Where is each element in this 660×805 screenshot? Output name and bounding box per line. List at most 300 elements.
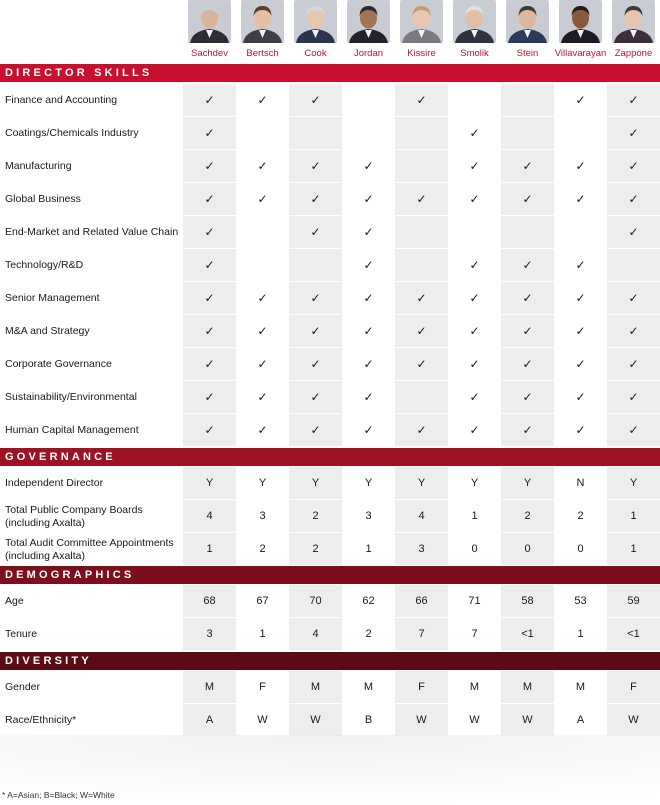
row-label: Age bbox=[5, 595, 24, 607]
table-cell bbox=[236, 183, 289, 215]
check-icon: ✓ bbox=[310, 390, 321, 404]
check-icon: ✓ bbox=[257, 390, 268, 404]
table-cell bbox=[448, 183, 501, 215]
table-cell bbox=[501, 315, 554, 347]
director-name: Zappone bbox=[614, 48, 653, 59]
table-cell bbox=[342, 500, 395, 532]
table-cell bbox=[289, 183, 342, 215]
director-kissire bbox=[395, 0, 448, 64]
check-icon: ✓ bbox=[522, 291, 533, 305]
table-cell bbox=[342, 467, 395, 499]
table-cell bbox=[289, 84, 342, 116]
cell-value: 2 bbox=[524, 510, 531, 522]
table-cell bbox=[289, 618, 342, 650]
cell-value: B bbox=[364, 714, 373, 726]
check-icon: ✓ bbox=[469, 291, 480, 305]
check-icon: ✓ bbox=[310, 423, 321, 437]
row-label: Gender bbox=[5, 681, 41, 693]
table-cell bbox=[554, 704, 607, 736]
table-cell bbox=[342, 618, 395, 650]
table-cell bbox=[448, 414, 501, 446]
row-label: Human Capital Management bbox=[5, 424, 139, 436]
check-icon: ✓ bbox=[522, 192, 533, 206]
director-photo bbox=[347, 0, 390, 43]
check-icon: ✓ bbox=[628, 390, 639, 404]
table-cell bbox=[395, 216, 448, 248]
table-cell bbox=[607, 381, 660, 413]
cell-value: 4 bbox=[418, 510, 425, 522]
check-icon: ✓ bbox=[416, 93, 427, 107]
row-label: Total Public Company Boards (including Axalta) bbox=[5, 504, 143, 529]
table-row bbox=[0, 533, 660, 566]
cell-value: 3 bbox=[206, 628, 213, 640]
cell-value: W bbox=[257, 714, 268, 726]
check-icon: ✓ bbox=[628, 159, 639, 173]
table-cell bbox=[289, 671, 342, 703]
table-cell bbox=[501, 704, 554, 736]
table-cell bbox=[448, 533, 501, 565]
table-cell bbox=[289, 117, 342, 149]
director-photo bbox=[506, 0, 549, 43]
table-cell bbox=[607, 618, 660, 650]
table-cell bbox=[501, 533, 554, 565]
table-cell bbox=[289, 467, 342, 499]
table-cell bbox=[448, 216, 501, 248]
table-cell bbox=[448, 348, 501, 380]
director-zappone bbox=[607, 0, 660, 64]
check-icon: ✓ bbox=[363, 192, 374, 206]
cell-value: 7 bbox=[471, 628, 478, 640]
table-cell bbox=[236, 315, 289, 347]
cell-value: Y bbox=[258, 477, 267, 489]
table-cell bbox=[501, 117, 554, 149]
check-icon: ✓ bbox=[416, 423, 427, 437]
table-cell bbox=[342, 348, 395, 380]
table-cell bbox=[289, 315, 342, 347]
table-cell bbox=[236, 533, 289, 565]
table-cell bbox=[554, 249, 607, 281]
cell-value: 71 bbox=[468, 595, 481, 607]
cell-value: 1 bbox=[206, 543, 213, 555]
table-cell bbox=[342, 249, 395, 281]
table-cell bbox=[342, 117, 395, 149]
cell-value: 62 bbox=[362, 595, 375, 607]
check-icon: ✓ bbox=[257, 93, 268, 107]
table-cell bbox=[554, 671, 607, 703]
check-icon: ✓ bbox=[575, 192, 586, 206]
row-label: Race/Ethnicity* bbox=[5, 714, 77, 726]
table-cell bbox=[395, 467, 448, 499]
table-cell bbox=[501, 414, 554, 446]
director-name: Kissire bbox=[407, 48, 436, 59]
table-cell bbox=[607, 249, 660, 281]
check-icon: ✓ bbox=[628, 291, 639, 305]
director-stein bbox=[501, 0, 554, 64]
footnote: * A=Asian; B=Black; W=White bbox=[2, 790, 115, 800]
table-cell bbox=[236, 348, 289, 380]
table-cell bbox=[183, 117, 236, 149]
cell-value: Y bbox=[629, 477, 638, 489]
table-cell bbox=[501, 671, 554, 703]
table-cell bbox=[607, 183, 660, 215]
check-icon: ✓ bbox=[628, 324, 639, 338]
table-cell bbox=[289, 282, 342, 314]
table-cell bbox=[183, 618, 236, 650]
check-icon: ✓ bbox=[204, 192, 215, 206]
check-icon: ✓ bbox=[469, 390, 480, 404]
cell-value: 58 bbox=[521, 595, 534, 607]
table-row bbox=[0, 315, 660, 348]
cell-value: 1 bbox=[259, 628, 266, 640]
table-cell bbox=[501, 216, 554, 248]
section-header-director-skills: DIRECTOR SKILLS bbox=[0, 64, 660, 82]
check-icon: ✓ bbox=[469, 423, 480, 437]
cell-value: M bbox=[363, 681, 374, 693]
cell-value: Y bbox=[364, 477, 373, 489]
check-icon: ✓ bbox=[416, 192, 427, 206]
check-icon: ✓ bbox=[310, 192, 321, 206]
table-cell bbox=[342, 585, 395, 617]
table-cell bbox=[554, 533, 607, 565]
check-icon: ✓ bbox=[204, 225, 215, 239]
table-cell bbox=[289, 216, 342, 248]
director-name: Stein bbox=[516, 48, 539, 59]
table-row bbox=[0, 671, 660, 704]
section-header-demographics: DEMOGRAPHICS bbox=[0, 566, 660, 584]
check-icon: ✓ bbox=[204, 159, 215, 173]
cell-value: 53 bbox=[574, 595, 587, 607]
check-icon: ✓ bbox=[204, 291, 215, 305]
check-icon: ✓ bbox=[522, 159, 533, 173]
cell-value: 0 bbox=[577, 543, 584, 555]
check-icon: ✓ bbox=[310, 291, 321, 305]
table-cell bbox=[554, 282, 607, 314]
table-cell bbox=[342, 282, 395, 314]
row-label: Senior Management bbox=[5, 292, 100, 304]
row-label: Manufacturing bbox=[5, 160, 72, 172]
check-icon: ✓ bbox=[628, 93, 639, 107]
check-icon: ✓ bbox=[204, 357, 215, 371]
table-cell bbox=[607, 84, 660, 116]
table-row bbox=[0, 618, 660, 651]
table-cell bbox=[183, 467, 236, 499]
table-cell bbox=[183, 533, 236, 565]
check-icon: ✓ bbox=[416, 357, 427, 371]
table-cell bbox=[183, 585, 236, 617]
table-cell bbox=[501, 249, 554, 281]
check-icon: ✓ bbox=[310, 357, 321, 371]
cell-value: M bbox=[469, 681, 480, 693]
table-cell bbox=[448, 150, 501, 182]
table-cell bbox=[183, 704, 236, 736]
cell-value: 67 bbox=[256, 595, 269, 607]
check-icon: ✓ bbox=[469, 357, 480, 371]
cell-value: 7 bbox=[418, 628, 425, 640]
table-cell bbox=[236, 585, 289, 617]
check-icon: ✓ bbox=[575, 93, 586, 107]
check-icon: ✓ bbox=[628, 225, 639, 239]
table-cell bbox=[448, 500, 501, 532]
table-cell bbox=[448, 315, 501, 347]
check-icon: ✓ bbox=[363, 225, 374, 239]
cell-value: N bbox=[576, 477, 585, 489]
table-cell bbox=[289, 414, 342, 446]
row-label: End-Market and Related Value Chain bbox=[5, 226, 179, 238]
row-label: Tenure bbox=[5, 628, 38, 640]
table-cell bbox=[607, 533, 660, 565]
cell-value: M bbox=[204, 681, 215, 693]
director-name: Villavarayan bbox=[554, 48, 607, 59]
director-sachdev bbox=[183, 0, 236, 64]
row-label: Independent Director bbox=[5, 477, 104, 489]
table-cell bbox=[607, 282, 660, 314]
cell-value: 1 bbox=[365, 543, 372, 555]
table-cell bbox=[289, 348, 342, 380]
cell-value: 0 bbox=[524, 543, 531, 555]
table-cell bbox=[395, 117, 448, 149]
table-cell bbox=[395, 500, 448, 532]
table-row bbox=[0, 150, 660, 183]
cell-value: 1 bbox=[630, 510, 637, 522]
table-cell bbox=[183, 414, 236, 446]
table-cell bbox=[395, 249, 448, 281]
table-cell bbox=[289, 704, 342, 736]
table-cell bbox=[236, 618, 289, 650]
cell-value: A bbox=[576, 714, 585, 726]
table-cell bbox=[554, 315, 607, 347]
table-cell bbox=[183, 216, 236, 248]
cell-value: W bbox=[469, 714, 480, 726]
cell-value: M bbox=[310, 681, 321, 693]
table-cell bbox=[554, 618, 607, 650]
table-row bbox=[0, 704, 660, 737]
director-photo bbox=[400, 0, 443, 43]
table-cell bbox=[342, 414, 395, 446]
table-cell bbox=[236, 500, 289, 532]
row-label: Total Audit Committee Appointments (including Axalta) bbox=[5, 537, 174, 562]
table-cell bbox=[501, 618, 554, 650]
table-cell bbox=[607, 500, 660, 532]
table-cell bbox=[448, 117, 501, 149]
director-name: Bertsch bbox=[246, 48, 279, 59]
table-cell bbox=[289, 150, 342, 182]
cell-value: 2 bbox=[259, 543, 266, 555]
table-cell bbox=[236, 216, 289, 248]
table-cell bbox=[448, 84, 501, 116]
check-icon: ✓ bbox=[257, 357, 268, 371]
table-cell bbox=[342, 150, 395, 182]
director-villavarayan bbox=[554, 0, 607, 64]
table-cell bbox=[607, 467, 660, 499]
check-icon: ✓ bbox=[363, 357, 374, 371]
cell-value: 1 bbox=[630, 543, 637, 555]
table-cell bbox=[183, 150, 236, 182]
row-label: Corporate Governance bbox=[5, 358, 112, 370]
table-cell bbox=[448, 618, 501, 650]
director-photo bbox=[559, 0, 602, 43]
cell-value: 1 bbox=[471, 510, 478, 522]
table-row bbox=[0, 282, 660, 315]
table-row bbox=[0, 414, 660, 447]
table-cell bbox=[183, 282, 236, 314]
table-row bbox=[0, 500, 660, 533]
table-row bbox=[0, 84, 660, 117]
table-cell bbox=[236, 381, 289, 413]
table-cell bbox=[395, 533, 448, 565]
cell-value: W bbox=[628, 714, 639, 726]
table-cell bbox=[554, 150, 607, 182]
table-cell bbox=[395, 150, 448, 182]
table-cell bbox=[448, 249, 501, 281]
table-cell bbox=[342, 533, 395, 565]
cell-value: Y bbox=[470, 477, 479, 489]
table-cell bbox=[501, 585, 554, 617]
table-cell bbox=[236, 249, 289, 281]
table-cell bbox=[607, 216, 660, 248]
table-cell bbox=[342, 183, 395, 215]
cell-value: 3 bbox=[418, 543, 425, 555]
check-icon: ✓ bbox=[310, 159, 321, 173]
cell-value: 4 bbox=[206, 510, 213, 522]
table-cell bbox=[501, 500, 554, 532]
table-cell bbox=[607, 414, 660, 446]
table-cell bbox=[342, 704, 395, 736]
cell-value: 0 bbox=[471, 543, 478, 555]
cell-value: F bbox=[259, 681, 266, 693]
table-cell bbox=[554, 348, 607, 380]
table-row bbox=[0, 381, 660, 414]
row-label: Sustainability/Environmental bbox=[5, 391, 137, 403]
check-icon: ✓ bbox=[310, 324, 321, 338]
check-icon: ✓ bbox=[575, 357, 586, 371]
check-icon: ✓ bbox=[575, 291, 586, 305]
table-cell bbox=[607, 150, 660, 182]
director-name: Smolik bbox=[460, 48, 489, 59]
table-cell bbox=[448, 671, 501, 703]
cell-value: 1 bbox=[577, 628, 584, 640]
check-icon: ✓ bbox=[575, 390, 586, 404]
table-cell bbox=[236, 117, 289, 149]
table-cell bbox=[236, 282, 289, 314]
table-cell bbox=[501, 381, 554, 413]
table-cell bbox=[607, 348, 660, 380]
table-cell bbox=[607, 671, 660, 703]
cell-value: 4 bbox=[312, 628, 319, 640]
cell-value: Y bbox=[311, 477, 320, 489]
cell-value: <1 bbox=[627, 628, 640, 640]
table-cell bbox=[289, 500, 342, 532]
table-cell bbox=[342, 216, 395, 248]
check-icon: ✓ bbox=[363, 159, 374, 173]
cell-value: 3 bbox=[365, 510, 372, 522]
check-icon: ✓ bbox=[575, 423, 586, 437]
check-icon: ✓ bbox=[363, 291, 374, 305]
director-name: Cook bbox=[304, 48, 327, 59]
director-photo-row bbox=[0, 0, 660, 64]
check-icon: ✓ bbox=[575, 159, 586, 173]
table-cell bbox=[236, 467, 289, 499]
director-smolik bbox=[448, 0, 501, 64]
cell-value: F bbox=[418, 681, 425, 693]
table-cell bbox=[342, 381, 395, 413]
cell-value: Y bbox=[205, 477, 214, 489]
director-bertsch bbox=[236, 0, 289, 64]
table-cell bbox=[554, 500, 607, 532]
table-cell bbox=[554, 414, 607, 446]
check-icon: ✓ bbox=[469, 126, 480, 140]
table-cell bbox=[395, 381, 448, 413]
table-cell bbox=[501, 150, 554, 182]
table-row bbox=[0, 249, 660, 282]
director-jordan bbox=[342, 0, 395, 64]
check-icon: ✓ bbox=[204, 93, 215, 107]
table-cell bbox=[395, 183, 448, 215]
check-icon: ✓ bbox=[628, 126, 639, 140]
table-cell bbox=[554, 84, 607, 116]
check-icon: ✓ bbox=[628, 192, 639, 206]
director-photo bbox=[188, 0, 231, 43]
table-cell bbox=[501, 467, 554, 499]
cell-value: 59 bbox=[627, 595, 640, 607]
row-label: Global Business bbox=[5, 193, 81, 205]
table-cell bbox=[607, 315, 660, 347]
cell-value: 2 bbox=[577, 510, 584, 522]
table-cell bbox=[607, 585, 660, 617]
table-cell bbox=[448, 704, 501, 736]
table-row bbox=[0, 117, 660, 150]
check-icon: ✓ bbox=[522, 423, 533, 437]
table-cell bbox=[236, 150, 289, 182]
check-icon: ✓ bbox=[575, 324, 586, 338]
check-icon: ✓ bbox=[416, 324, 427, 338]
cell-value: 3 bbox=[259, 510, 266, 522]
check-icon: ✓ bbox=[204, 258, 215, 272]
cell-value: F bbox=[630, 681, 637, 693]
table-cell bbox=[554, 585, 607, 617]
table-cell bbox=[183, 381, 236, 413]
check-icon: ✓ bbox=[257, 192, 268, 206]
table-cell bbox=[289, 381, 342, 413]
cell-value: 70 bbox=[309, 595, 322, 607]
cell-value: W bbox=[310, 714, 321, 726]
check-icon: ✓ bbox=[257, 423, 268, 437]
cell-value: <1 bbox=[521, 628, 534, 640]
director-photo bbox=[294, 0, 337, 43]
check-icon: ✓ bbox=[575, 258, 586, 272]
table-cell bbox=[183, 183, 236, 215]
director-photo bbox=[241, 0, 284, 43]
section-header-governance: GOVERNANCE bbox=[0, 448, 660, 466]
check-icon: ✓ bbox=[204, 390, 215, 404]
check-icon: ✓ bbox=[416, 291, 427, 305]
table-cell bbox=[289, 585, 342, 617]
table-row bbox=[0, 216, 660, 249]
table-cell bbox=[448, 282, 501, 314]
table-cell bbox=[183, 249, 236, 281]
director-name: Jordan bbox=[353, 48, 384, 59]
row-label: M&A and Strategy bbox=[5, 325, 90, 337]
cell-value: 2 bbox=[312, 543, 319, 555]
row-label: Finance and Accounting bbox=[5, 94, 118, 106]
table-cell bbox=[236, 84, 289, 116]
table-cell bbox=[183, 671, 236, 703]
table-cell bbox=[448, 381, 501, 413]
table-cell bbox=[554, 216, 607, 248]
table-cell bbox=[554, 467, 607, 499]
check-icon: ✓ bbox=[522, 390, 533, 404]
table-cell bbox=[395, 282, 448, 314]
check-icon: ✓ bbox=[522, 258, 533, 272]
